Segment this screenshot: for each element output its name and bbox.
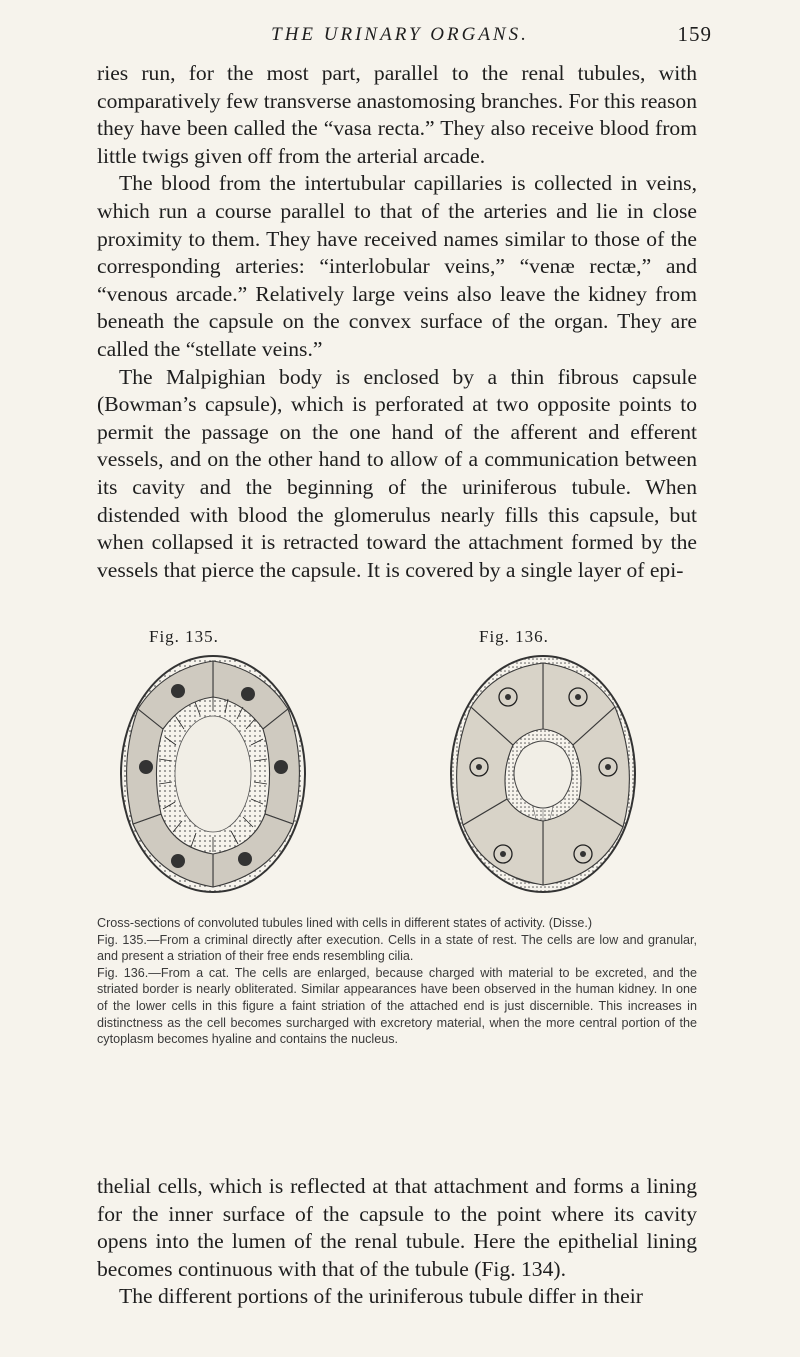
page-header [0, 22, 800, 52]
paragraph: The different portions of the uriniferous tubule differ in their [119, 1284, 643, 1309]
body-text-top [97, 60, 697, 584]
paragraph: thelial cells, which is reflected at that attachment and forms a lining for the inner surface of the capsule to the point where its cavity opens into the lumen of the renal tubule. Here the epithelial lining becomes continuous with that of the tubule (Fig. 134). [97, 1174, 697, 1281]
tubule-cross-section-illustration [443, 649, 643, 899]
tubule-cross-section-illustration [113, 649, 313, 899]
page-number: 159 [677, 22, 712, 46]
figure-label: Fig. 136. [479, 627, 549, 646]
paragraph: The blood from the intertubular capillaries is collected in veins, which run a course parallel to that of the arteries and lie in close proximity to them. They have received names similar to those of the corresponding arteries: “interlobular veins,” “venæ rectæ,” and “venous arcade.” Relatively large veins also leave the kidney from beneath the capsule on the convex surface of the organ. They are called the “stellate veins.” [97, 171, 697, 361]
figure-caption [97, 915, 697, 1048]
caption-title: Cross-sections of convoluted tubules lined with cells in different states of activity. (Disse.) [97, 916, 593, 930]
figure-136 [437, 625, 667, 905]
paragraph: The Malpighian body is enclosed by a thin fibrous capsule (Bowman’s capsule), which is perforated at two opposite points to permit the passage on the one hand of the afferent and efferent vessels, and on the other hand to allow of a communication between its cavity and the beginning of the uriniferous tubule. When distended with blood the glomerulus nearly fills this capsule, but when collapsed it is retracted toward the attachment formed by the vessels that pierce the capsule. It is covered by a single layer of epi- [97, 364, 697, 582]
figure-label: Fig. 135. [149, 627, 219, 646]
body-text-bottom [97, 1173, 697, 1311]
figure-row [97, 625, 697, 905]
caption-fig-136: Fig. 136.—From a cat. The cells are enlarged, because charged with material to be excreted, and the striated border is nearly obliterated. Similar appearances have been observed in the human kidney. In one of the lower cells in this figure a faint striation of the attached end is just discernible. This increases in distinctness as the cell becomes surcharged with excretory material, when the more central portion of the cytoplasm becomes hyaline and contains the nucleus. [97, 965, 697, 1047]
caption-fig-135: Fig. 135.—From a criminal directly after execution. Cells in a state of rest. The cells are low and granular, and present a striation of their free ends resembling cilia. [97, 932, 697, 964]
paragraph: ries run, for the most part, parallel to the renal tubules, with comparatively few transverse anastomosing branches. For this reason they have been called the “vasa recta.” They also receive blood from little twigs given off from the arterial arcade. [97, 61, 697, 168]
figure-135 [107, 625, 337, 905]
running-title: THE URINARY ORGANS. [271, 24, 529, 45]
